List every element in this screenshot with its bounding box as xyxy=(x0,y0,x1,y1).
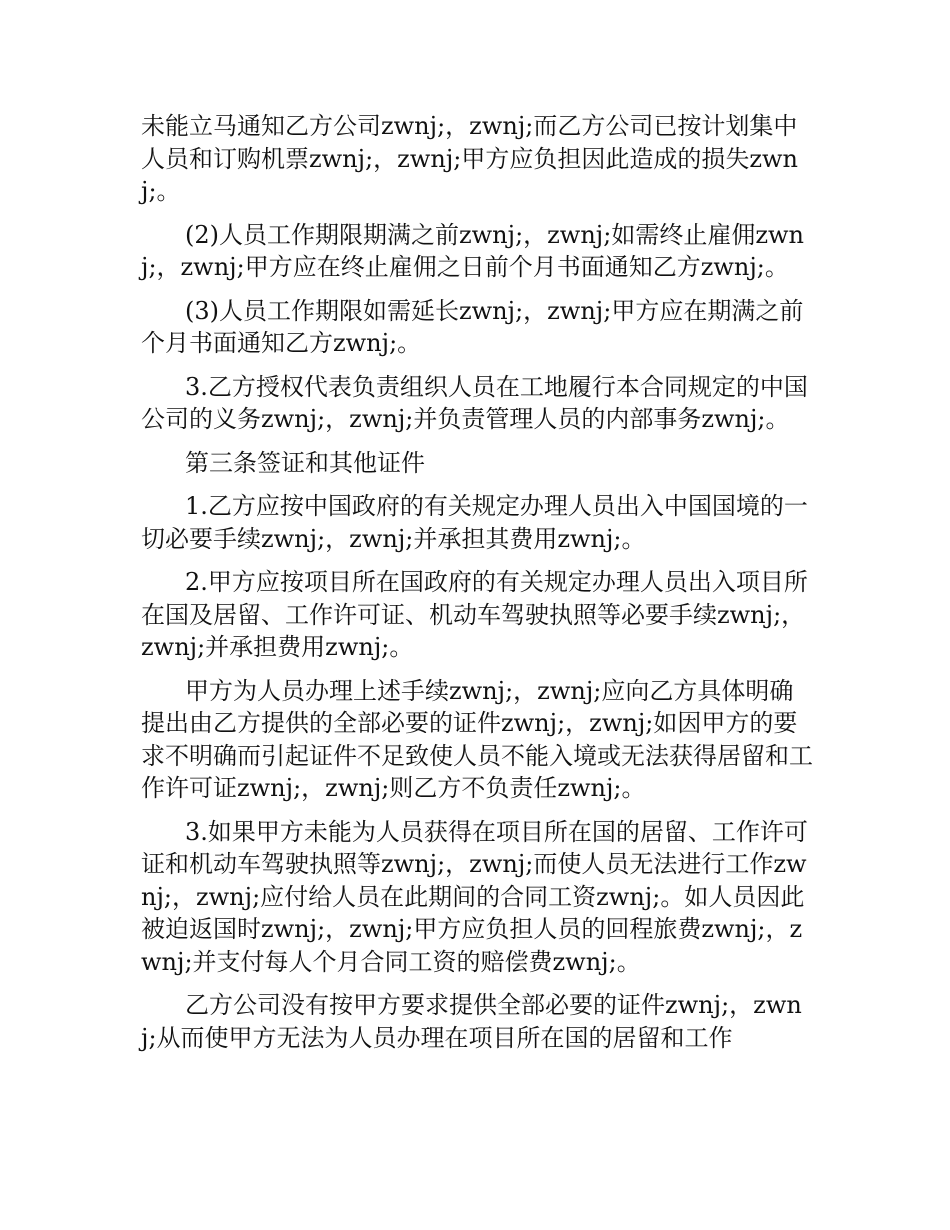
paragraph-item-3-permits: 3.如果甲方未能为人员获得在项目所在国的居留、工作许可证和机动车驾驶执照等zwnj;，zwnj;而使人员无法进行工作zwnj;，zwnj;应付给人员在此期间的合同工资zwnj;。如人员因此被迫返国时zwnj;，zwnj;甲方应负担人员的回程旅费zwnj;，zwnj;并支付每人个月合同工资的赔偿费zwnj;。 xyxy=(141,817,808,976)
paragraph-item-2: 2.甲方应按项目所在国政府的有关规定办理人员出入项目所在国及居留、工作许可证、机动车驾驶执照等必要手续zwnj;，zwnj;并承担费用zwnj;。 xyxy=(141,568,808,661)
paragraph-continuation: 未能立马通知乙方公司zwnj;，zwnj;而乙方公司已按计划集中人员和订购机票zwnj;，zwnj;甲方应负担因此造成的损失zwnj;。 xyxy=(141,112,798,205)
document-page xyxy=(141,110,813,1065)
paragraph-item-3: 3.乙方授权代表负责组织人员在工地履行本合同规定的中国公司的义务zwnj;，zwnj;并负责管理人员的内部事务zwnj;。 xyxy=(141,372,808,433)
paragraph-clause-3: (3)人员工作期限如需延长zwnj;，zwnj;甲方应在期满之前个月书面通知乙方zwnj;。 xyxy=(141,296,804,357)
paragraph-clause-2: (2)人员工作期限期满之前zwnj;，zwnj;如需终止雇佣zwnj;，zwnj;甲方应在终止雇佣之日前个月书面通知乙方zwnj;。 xyxy=(141,220,804,281)
paragraph-party-a-documents: 甲方为人员办理上述手续zwnj;，zwnj;应向乙方具体明确提出由乙方提供的全部必要的证件zwnj;，zwnj;如因甲方的要求不明确而引起证件不足致使人员不能入境或无法获得居留和工作许可证zwnj;，zwnj;则乙方不负责任zwnj;。 xyxy=(141,676,813,802)
paragraph-item-1: 1.乙方应按中国政府的有关规定办理人员出入中国国境的一切必要手续zwnj;，zwnj;并承担其费用zwnj;。 xyxy=(141,492,808,553)
section-heading-article-3: 第三条签证和其他证件 xyxy=(185,448,425,477)
paragraph-party-b-documents: 乙方公司没有按甲方要求提供全部必要的证件zwnj;，zwnj;从而使甲方无法为人员办理在项目所在国的居留和工作 xyxy=(141,991,802,1052)
